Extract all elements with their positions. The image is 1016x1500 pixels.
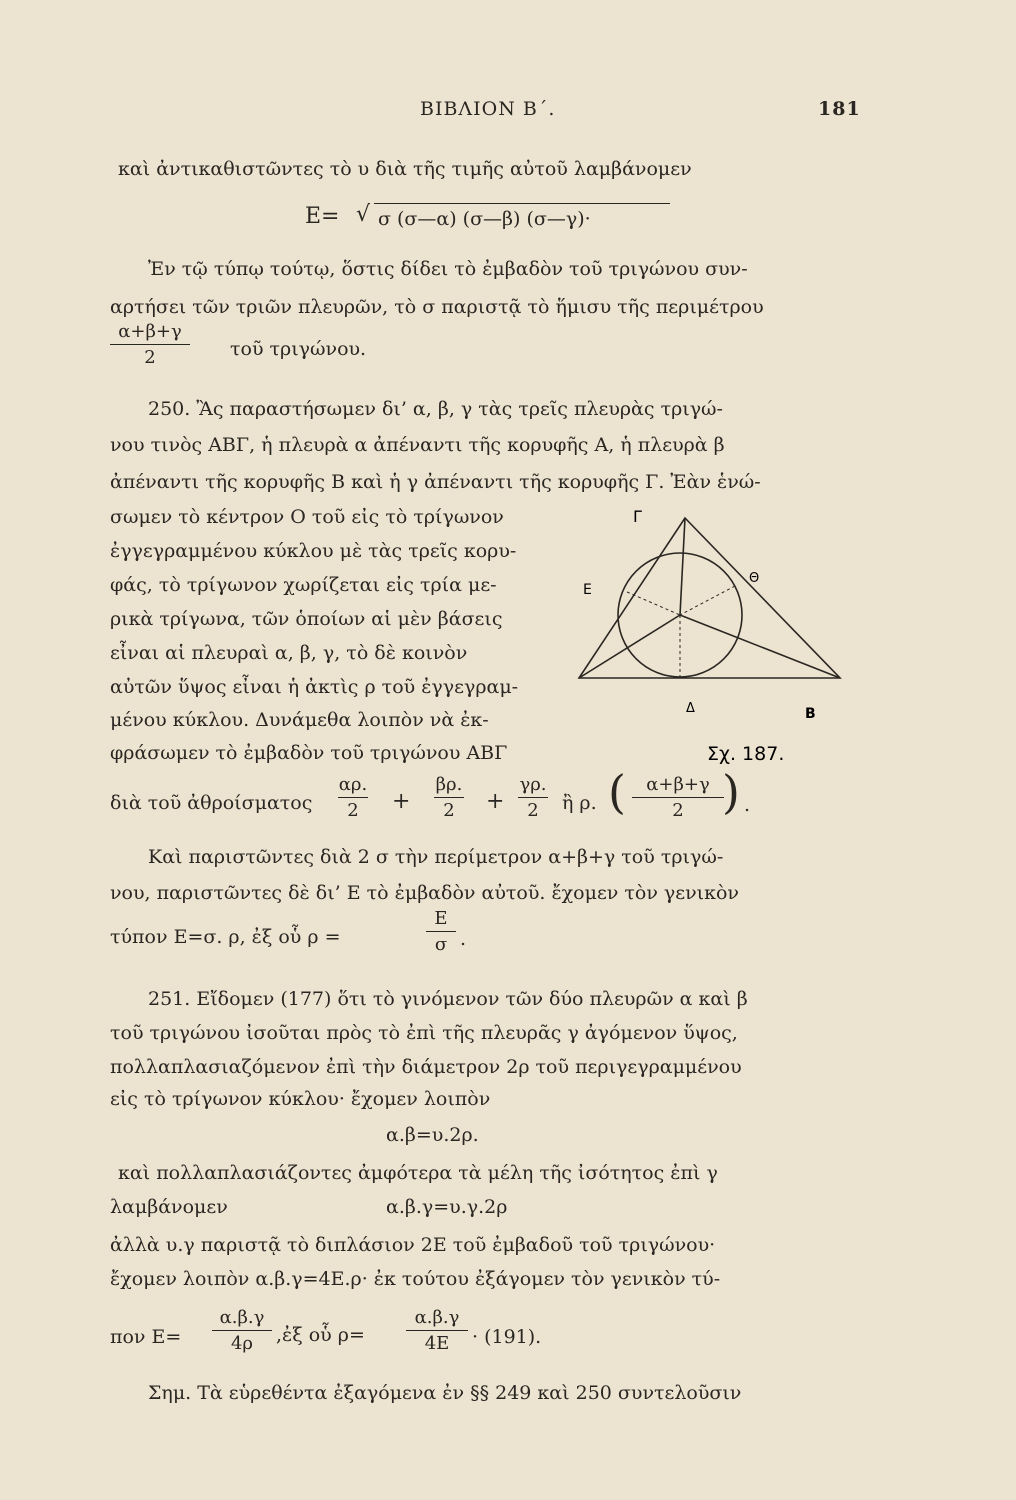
text-line: πον Ε=	[110, 1326, 182, 1348]
text-line: φράσωμεν τὸ ἐμβαδὸν τοῦ τριγώνου ΑΒΓ	[110, 742, 508, 764]
point-label-theta: Θ	[749, 571, 760, 586]
text-line: τοῦ τριγώνου ἰσοῦται πρὸς τὸ ἐπὶ τῆς πλευρᾶς γ ἀγόμενον ὕψος,	[110, 1022, 738, 1044]
fraction: αρ. 2	[338, 774, 368, 821]
text-line: αὐτῶν ὕψος εἶναι ἡ ἀκτὶς ρ τοῦ ἐγγεγραμ-	[110, 676, 519, 698]
text-line: εἶναι αἱ πλευραὶ α, β, γ, τὸ δὲ κοινὸν	[110, 642, 468, 664]
text-line: ,ἐξ οὗ ρ=	[276, 1324, 365, 1346]
point-label-epsilon: Ε	[583, 582, 592, 598]
text-line: ρικὰ τρίγωνα, τῶν ὁποίων αἱ μὲν βάσεις	[110, 608, 503, 630]
fraction: α+β+γ 2	[632, 774, 724, 821]
root-bar	[374, 203, 670, 204]
text-line: μένου κύκλου. Δυνάμεθα λοιπὸν νὰ ἐκ-	[110, 709, 489, 731]
fraction: Ε σ	[426, 908, 456, 955]
text-line: εἰς τὸ τρίγωνον κύκλου· ἔχομεν λοιπὸν	[110, 1088, 491, 1110]
fraction: γρ. 2	[519, 774, 547, 821]
formula-line: α.β=υ.2ρ.	[386, 1124, 479, 1146]
text-line: πολλαπλασιαζόμενον ἐπὶ τὴν διάμετρον 2ρ τοῦ περιγεγραμμένου	[110, 1056, 742, 1078]
formula-line: α.β.γ=υ.γ.2ρ	[386, 1196, 508, 1218]
text-line: Καὶ παριστῶντες διὰ 2 σ τὴν περίμετρον α+β+γ τοῦ τριγώ-	[148, 846, 724, 868]
page-number: 181	[818, 98, 861, 120]
text-line: καὶ ἀντικαθιστῶντες τὸ υ διὰ τῆς τιμῆς αὐτοῦ λαμβάνομεν	[118, 158, 692, 180]
fraction: α.β.γ 4ρ	[212, 1307, 272, 1354]
text-line: λαμβάνομεν	[110, 1196, 228, 1218]
plus-sign: +	[392, 789, 411, 814]
text-line: καὶ πολλαπλασιάζοντες ἀμφότερα τὰ μέλη τῆς ἰσότητος ἐπὶ γ	[118, 1162, 718, 1184]
fraction: βρ. 2	[435, 774, 463, 821]
radius-to-theta	[680, 586, 735, 615]
segment-b-o	[680, 615, 840, 678]
figure-caption: Σχ. 187.	[707, 743, 785, 765]
left-paren: (	[608, 765, 626, 819]
segment-gamma-o	[680, 518, 685, 615]
text-line: τοῦ τριγώνου.	[230, 338, 367, 360]
formula-body: σ (σ—α) (σ—β) (σ—γ)·	[378, 208, 591, 230]
period: .	[460, 928, 467, 950]
text-line: Ἐν τῷ τύπῳ τούτῳ, ὅστις δίδει τὸ ἐμβαδὸν τοῦ τριγώνου συν-	[148, 258, 748, 280]
text-line: νου τινὸς ΑΒΓ, ἡ πλευρὰ α ἀπέναντι τῆς κορυφῆς Α, ἡ πλευρὰ β	[110, 434, 725, 456]
text-line: ἐγγεγραμμένου κύκλου μὲ τὰς τρεῖς κορυ-	[110, 540, 517, 562]
fraction: α.β.γ 4Ε	[406, 1307, 468, 1354]
text-line: νου, παριστῶντες δὲ δι’ Ε τὸ ἐμβαδὸν αὐτοῦ. ἔχομεν τὸν γενικὸν	[110, 882, 739, 904]
fraction: α+β+γ 2	[110, 321, 190, 368]
text-line: φάς, τὸ τρίγωνον χωρίζεται εἰς τρία με-	[110, 574, 497, 596]
right-paren: )	[722, 765, 740, 819]
vertex-label-beta: Β	[805, 706, 816, 722]
plus-sign: +	[486, 789, 505, 814]
text-line: διὰ τοῦ ἀθροίσματος	[110, 792, 313, 814]
section-250: 250. Ἂς παραστήσωμεν δι’ α, β, γ τὰς τρεῖς πλευρὰς τριγώ-	[148, 398, 723, 420]
root-sign: √	[356, 202, 371, 227]
triangle-figure	[555, 500, 855, 790]
vertex-label-gamma: Γ	[633, 507, 642, 526]
point-label-delta: Δ	[686, 701, 695, 716]
text-line: τύπον Ε=σ. ρ, ἐξ οὗ ρ =	[110, 926, 341, 948]
section-251: 251. Εἴδομεν (177) ὅτι τὸ γινόμενον τῶν δύο πλευρῶν α καὶ β	[148, 988, 748, 1010]
radius-to-e	[627, 592, 680, 615]
period: .	[744, 794, 751, 816]
segment-a-o	[579, 615, 680, 678]
equation-number: · (191).	[472, 1326, 542, 1348]
text-line: ἢ ρ.	[562, 792, 597, 814]
running-header: ΒΙΒΛΙΟΝ Β΄.	[420, 98, 556, 120]
text-line: ἀλλὰ υ.γ παριστᾷ τὸ διπλάσιον 2Ε τοῦ ἐμβαδοῦ τοῦ τριγώνου·	[110, 1234, 716, 1256]
text-line: ἀπέναντι τῆς κορυφῆς Β καὶ ἡ γ ἀπέναντι τῆς κορυφῆς Γ. Ἐὰν ἑνώ-	[110, 471, 761, 493]
note-line: Σημ. Τὰ εὑρεθέντα ἐξαγόμενα ἐν §§ 249 καὶ 250 συντελοῦσιν	[148, 1382, 742, 1404]
text-line: σωμεν τὸ κέντρον Ο τοῦ εἰς τὸ τρίγωνον	[110, 506, 504, 528]
text-line: αρτήσει τῶν τριῶν πλευρῶν, τὸ σ παριστᾷ τὸ ἥμισυ τῆς περιμέτρου	[110, 296, 764, 318]
text-line: ἔχομεν λοιπὸν α.β.γ=4Ε.ρ· ἐκ τούτου ἐξάγομεν τὸν γενικὸν τύ-	[110, 1268, 721, 1290]
formula-lhs: E=	[305, 204, 340, 229]
